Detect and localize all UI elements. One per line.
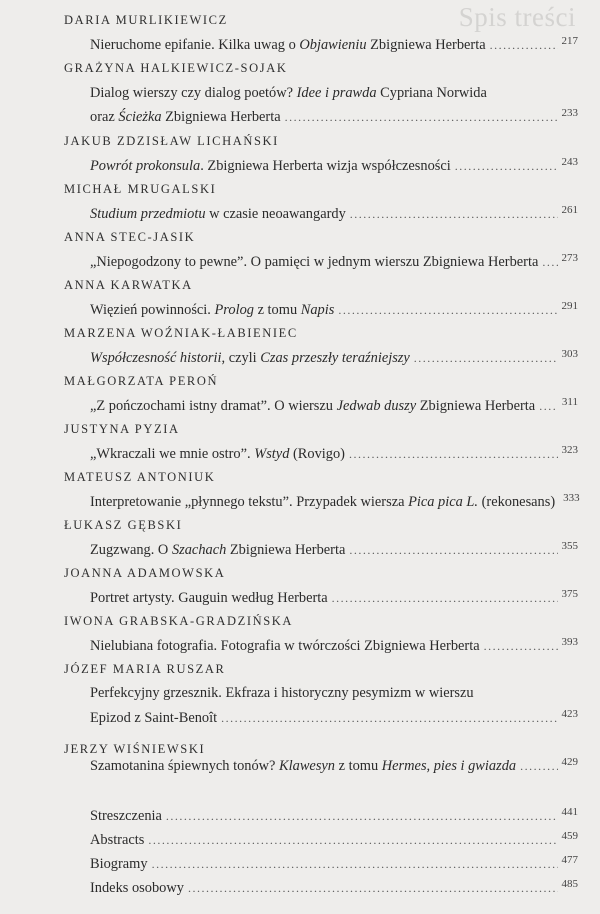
page-number: 333 — [563, 492, 580, 504]
author-name: JUSTYNA PYZIA — [64, 422, 180, 436]
back-matter-entry[interactable] — [90, 808, 578, 825]
title-part: Nielubiana fotografia. Fotografia w twórczości Zbigniewa Herberta — [90, 638, 480, 654]
title-italic-part: Współczesność historii — [90, 350, 222, 366]
dot-leader — [490, 38, 558, 53]
entry-title — [90, 542, 345, 559]
toc-entry[interactable] — [90, 542, 578, 559]
dot-leader — [414, 351, 558, 366]
title-part: Dialog wierszy czy dialog poetów? — [90, 85, 297, 101]
title-part: Interpretowanie „płynnego tekstu”. Przypadek wiersza — [90, 494, 409, 510]
title-part: Zugzwang. O — [90, 542, 172, 558]
dot-leader — [349, 543, 557, 558]
page-number: 311 — [561, 396, 578, 408]
title-italic-part: Klawesyn — [279, 758, 336, 774]
page-number: 485 — [561, 878, 578, 890]
page-number: 273 — [561, 252, 578, 264]
title-italic-part: Szachach — [171, 542, 227, 558]
entry-title — [90, 446, 345, 463]
title-italic-part: Studium przedmiotu — [90, 206, 206, 222]
dot-leader — [285, 110, 558, 125]
entry-title — [90, 158, 451, 175]
title-italic-part: Ścieżka — [118, 109, 162, 125]
dot-leader — [349, 447, 558, 462]
bleed-through-heading: Spis treści — [458, 2, 576, 32]
title-italic-part: Jedwab duszy — [336, 398, 417, 414]
toc-entry[interactable] — [90, 206, 578, 223]
title-italic-part: Wstyd — [254, 446, 290, 462]
back-matter-label: Indeks osobowy — [90, 880, 184, 896]
entry-title — [90, 638, 480, 655]
author-name: ŁUKASZ GĘBSKI — [64, 518, 183, 532]
title-part: z tomu — [335, 758, 382, 774]
toc-entry[interactable] — [90, 254, 578, 271]
entry-title-first-line — [90, 85, 487, 102]
page-number: 217 — [561, 35, 578, 47]
title-part: Epizod z Saint-Benoît — [90, 710, 218, 726]
entry-title — [90, 254, 538, 271]
title-italic-part: Pica pica L. — [408, 494, 479, 510]
title-part: z tomu — [253, 302, 301, 318]
toc-entry[interactable] — [90, 109, 578, 126]
dot-leader — [455, 159, 558, 174]
title-italic-part: Idee i prawda — [296, 85, 377, 101]
author-name: JERZY WIŚNIEWSKI — [64, 742, 206, 756]
author-name: IWONA GRABSKA-GRADZIŃSKA — [64, 614, 294, 628]
toc-entry[interactable] — [90, 446, 578, 463]
title-part: Zbigniewa Herberta — [366, 37, 486, 53]
back-matter-label: Abstracts — [90, 832, 145, 848]
page-number: 243 — [561, 156, 578, 168]
author-name: JAKUB ZDZISŁAW LICHAŃSKI — [64, 134, 279, 148]
back-matter-entry[interactable] — [90, 880, 578, 897]
page-number: 233 — [561, 107, 578, 119]
author-name: JÓZEF MARIA RUSZAR — [64, 662, 226, 676]
dot-leader — [542, 255, 557, 270]
title-part: Perfekcyjny grzesznik. Ekfraza i historyczny pesymizm w wierszu — [90, 685, 474, 701]
toc-entry[interactable] — [90, 37, 578, 54]
dot-leader — [152, 857, 558, 872]
title-part: . Zbigniewa Herberta wizja współczesności — [200, 158, 451, 174]
title-part: Portret artysty. Gauguin według Herberta — [90, 590, 328, 606]
title-part: Nieruchome epifanie. Kilka uwag o — [90, 37, 300, 53]
back-matter-label: Streszczenia — [90, 808, 162, 824]
dot-leader — [332, 591, 558, 606]
dot-leader — [188, 881, 558, 896]
title-italic-part: Hermes, pies i gwiazda — [381, 758, 517, 774]
dot-leader — [338, 303, 557, 318]
author-name: MICHAŁ MRUGALSKI — [64, 182, 217, 196]
page-number: 429 — [561, 756, 578, 768]
page-number: 459 — [561, 830, 578, 842]
page-number: 303 — [561, 348, 578, 360]
toc-entry[interactable] — [90, 494, 578, 511]
title-part: , czyli — [221, 350, 261, 366]
title-part: „Wkraczali we mnie ostro”. — [90, 446, 255, 462]
toc-entry[interactable] — [90, 158, 578, 175]
entry-title — [90, 758, 516, 775]
dot-leader — [148, 833, 557, 848]
entry-title — [90, 206, 346, 223]
author-name: MAŁGORZATA PEROŃ — [64, 374, 219, 388]
dot-leader — [166, 809, 558, 824]
title-part: (Rovigo) — [289, 446, 345, 462]
entry-title — [90, 302, 334, 319]
dot-leader — [484, 639, 558, 654]
page-number: 291 — [561, 300, 578, 312]
entry-title — [90, 494, 555, 511]
page-number: 393 — [561, 636, 578, 648]
title-italic-part: Czas przeszły teraźniejszy — [260, 350, 410, 366]
title-italic-part: Prolog — [214, 302, 254, 318]
author-name: ANNA KARWATKA — [64, 278, 193, 292]
title-part: oraz — [90, 109, 119, 125]
dot-leader — [539, 399, 558, 414]
title-italic-part: Objawieniu — [299, 37, 367, 53]
title-part: Szamotanina śpiewnych tonów? — [90, 758, 280, 774]
back-matter-entry[interactable] — [90, 856, 578, 873]
page-number: 423 — [561, 708, 578, 720]
title-italic-part: Napis — [300, 302, 335, 318]
title-part: „Z pończochami istny dramat”. O wierszu — [90, 398, 337, 414]
title-italic-part: Powrót prokonsula — [90, 158, 201, 174]
title-part: Zbigniewa Herberta — [161, 109, 281, 125]
author-name: DARIA MURLIKIEWICZ — [64, 13, 228, 27]
entry-title — [90, 590, 328, 607]
entry-title — [90, 398, 535, 415]
entry-title — [90, 37, 486, 54]
author-name: JOANNA ADAMOWSKA — [64, 566, 226, 580]
toc-entry[interactable] — [90, 758, 578, 775]
title-part: Zbigniewa Herberta — [416, 398, 536, 414]
title-part: w czasie neoawangardy — [205, 206, 346, 222]
toc-entry[interactable] — [90, 638, 578, 655]
title-part: Więzień powinności. — [90, 302, 215, 318]
page-number: 261 — [561, 204, 578, 216]
entry-title-first-line — [90, 685, 474, 702]
back-matter-label: Biogramy — [90, 856, 148, 872]
dot-leader — [350, 207, 558, 222]
title-part: Zbigniewa Herberta — [226, 542, 346, 558]
author-name: GRAŻYNA HALKIEWICZ-SOJAK — [64, 61, 288, 75]
toc-entry[interactable] — [90, 302, 578, 319]
toc-entry[interactable] — [90, 590, 578, 607]
page-number: 441 — [561, 806, 578, 818]
page-number: 323 — [561, 444, 578, 456]
title-part: (rekonesans) — [478, 494, 556, 510]
title-part: Cypriana Norwida — [376, 85, 487, 101]
dot-leader — [221, 711, 557, 726]
toc-entry[interactable] — [90, 710, 578, 727]
back-matter-entry[interactable] — [90, 832, 578, 849]
author-name: MARZENA WOŹNIAK-ŁABIENIEC — [64, 326, 298, 340]
entry-title — [90, 350, 410, 367]
author-name: MATEUSZ ANTONIUK — [64, 470, 216, 484]
title-part: „Niepogodzony to pewne”. O pamięci w jednym wierszu Zbigniewa Herberta — [90, 254, 539, 270]
dot-leader — [520, 759, 557, 774]
entry-title — [90, 710, 217, 727]
page-number: 355 — [561, 540, 578, 552]
author-name: ANNA STEC-JASIK — [64, 230, 196, 244]
page-number: 477 — [561, 854, 578, 866]
entry-title — [90, 109, 281, 126]
toc-entry[interactable] — [90, 350, 578, 367]
toc-entry[interactable] — [90, 398, 578, 415]
page-number: 375 — [561, 588, 578, 600]
